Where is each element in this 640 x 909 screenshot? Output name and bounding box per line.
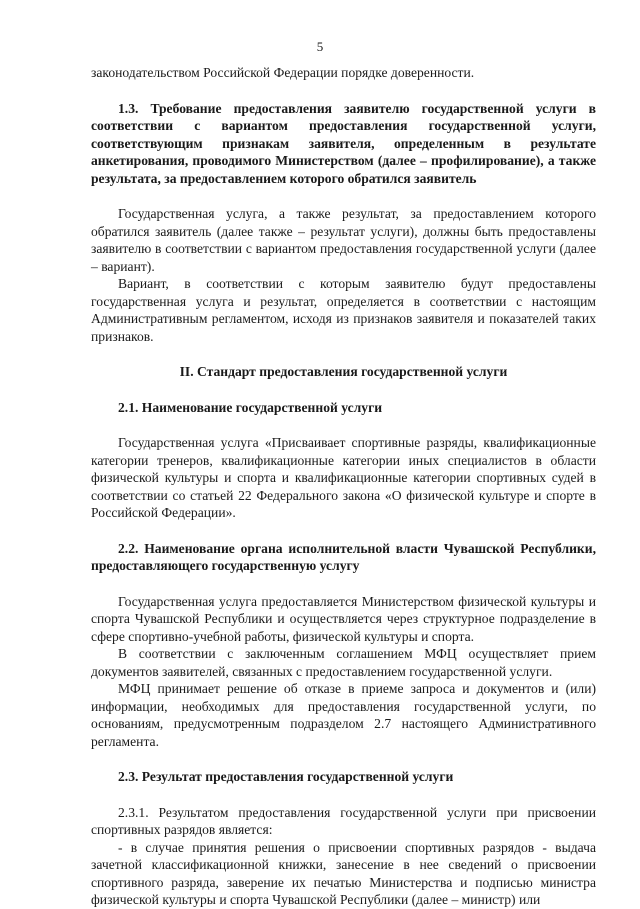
document-body xyxy=(91,64,596,909)
paragraph: 2.3.1. Результатом предоставления государственной услуги при присвоении спортивных разрядов является: xyxy=(91,804,596,837)
section-title: II. Стандарт предоставления государственной услуги xyxy=(179,364,508,379)
paragraph: Государственная услуга «Присваивает спортивные разряды, квалификационные категории тренеров, квалификационные категории иных специалистов в области физической культуры и спорта и квалификационные категории спортивных судей в соответствии со статьей 22 Федерального закона «О физической культуре и спорте в Российской Федерации». xyxy=(91,435,596,520)
paragraph-continuation: законодательством Российской Федерации порядке доверенности. xyxy=(91,65,475,80)
page-number: 5 xyxy=(316,39,324,54)
paragraph: Вариант, в соответствии с которым заявителю будут предоставлены государственная услуга и результат, определяется в соответствии с настоящим Административным регламентом, исходя из признаков заявителя и показателей таких признаков. xyxy=(91,276,596,344)
heading-2-2: 2.2. Наименование органа исполнительной власти Чувашской Республики, предоставляющего государственную услугу xyxy=(91,540,596,573)
paragraph: В соответствии с заключенным соглашением МФЦ осуществляет прием документов заявителей, связанных с предоставлением государственной услуги. xyxy=(91,646,596,679)
paragraph: Государственная услуга предоставляется Министерством физической культуры и спорта Чувашской Республики и осуществляется через структурное подразделение в сфере спортивно-учебной работы, физической культуры и спорта. xyxy=(91,593,596,644)
paragraph: - в случае принятия решения о присвоении спортивных разрядов - выдача зачетной классификационной книжки, занесение в нее сведений о присвоении спортивного разряда, заверение их печатью Министерства и подписью министра физической культуры и спорта Чувашской Республики (далее – министр) или xyxy=(91,839,596,907)
paragraph: МФЦ принимает решение об отказе в приеме запроса и документов и (или) информации, необходимых для предоставления государственной услуги, по основаниям, предусмотренным подразделом 2.7 настоящего Административного регламента. xyxy=(91,681,596,749)
heading-2-3: 2.3. Результат предоставления государственной услуги xyxy=(118,769,454,784)
heading-2-1: 2.1. Наименование государственной услуги xyxy=(118,399,383,415)
heading-1-3: 1.3. Требование предоставления заявителю государственной услуги в соответствии с вариантом предоставления государственной услуги, соответствующим признакам заявителя, определенным в результате анкетирования, проводимого Министерством (далее – профилирование), а также результата, за предоставлением которого обратился заявитель xyxy=(91,100,596,186)
paragraph: Государственная услуга, а также результат, за предоставлением которого обратился заявитель (далее также – результат услуги), должны быть предоставлены заявителю в соответствии с вариантом предоставления государственной услуги (далее – вариант). xyxy=(91,206,596,274)
